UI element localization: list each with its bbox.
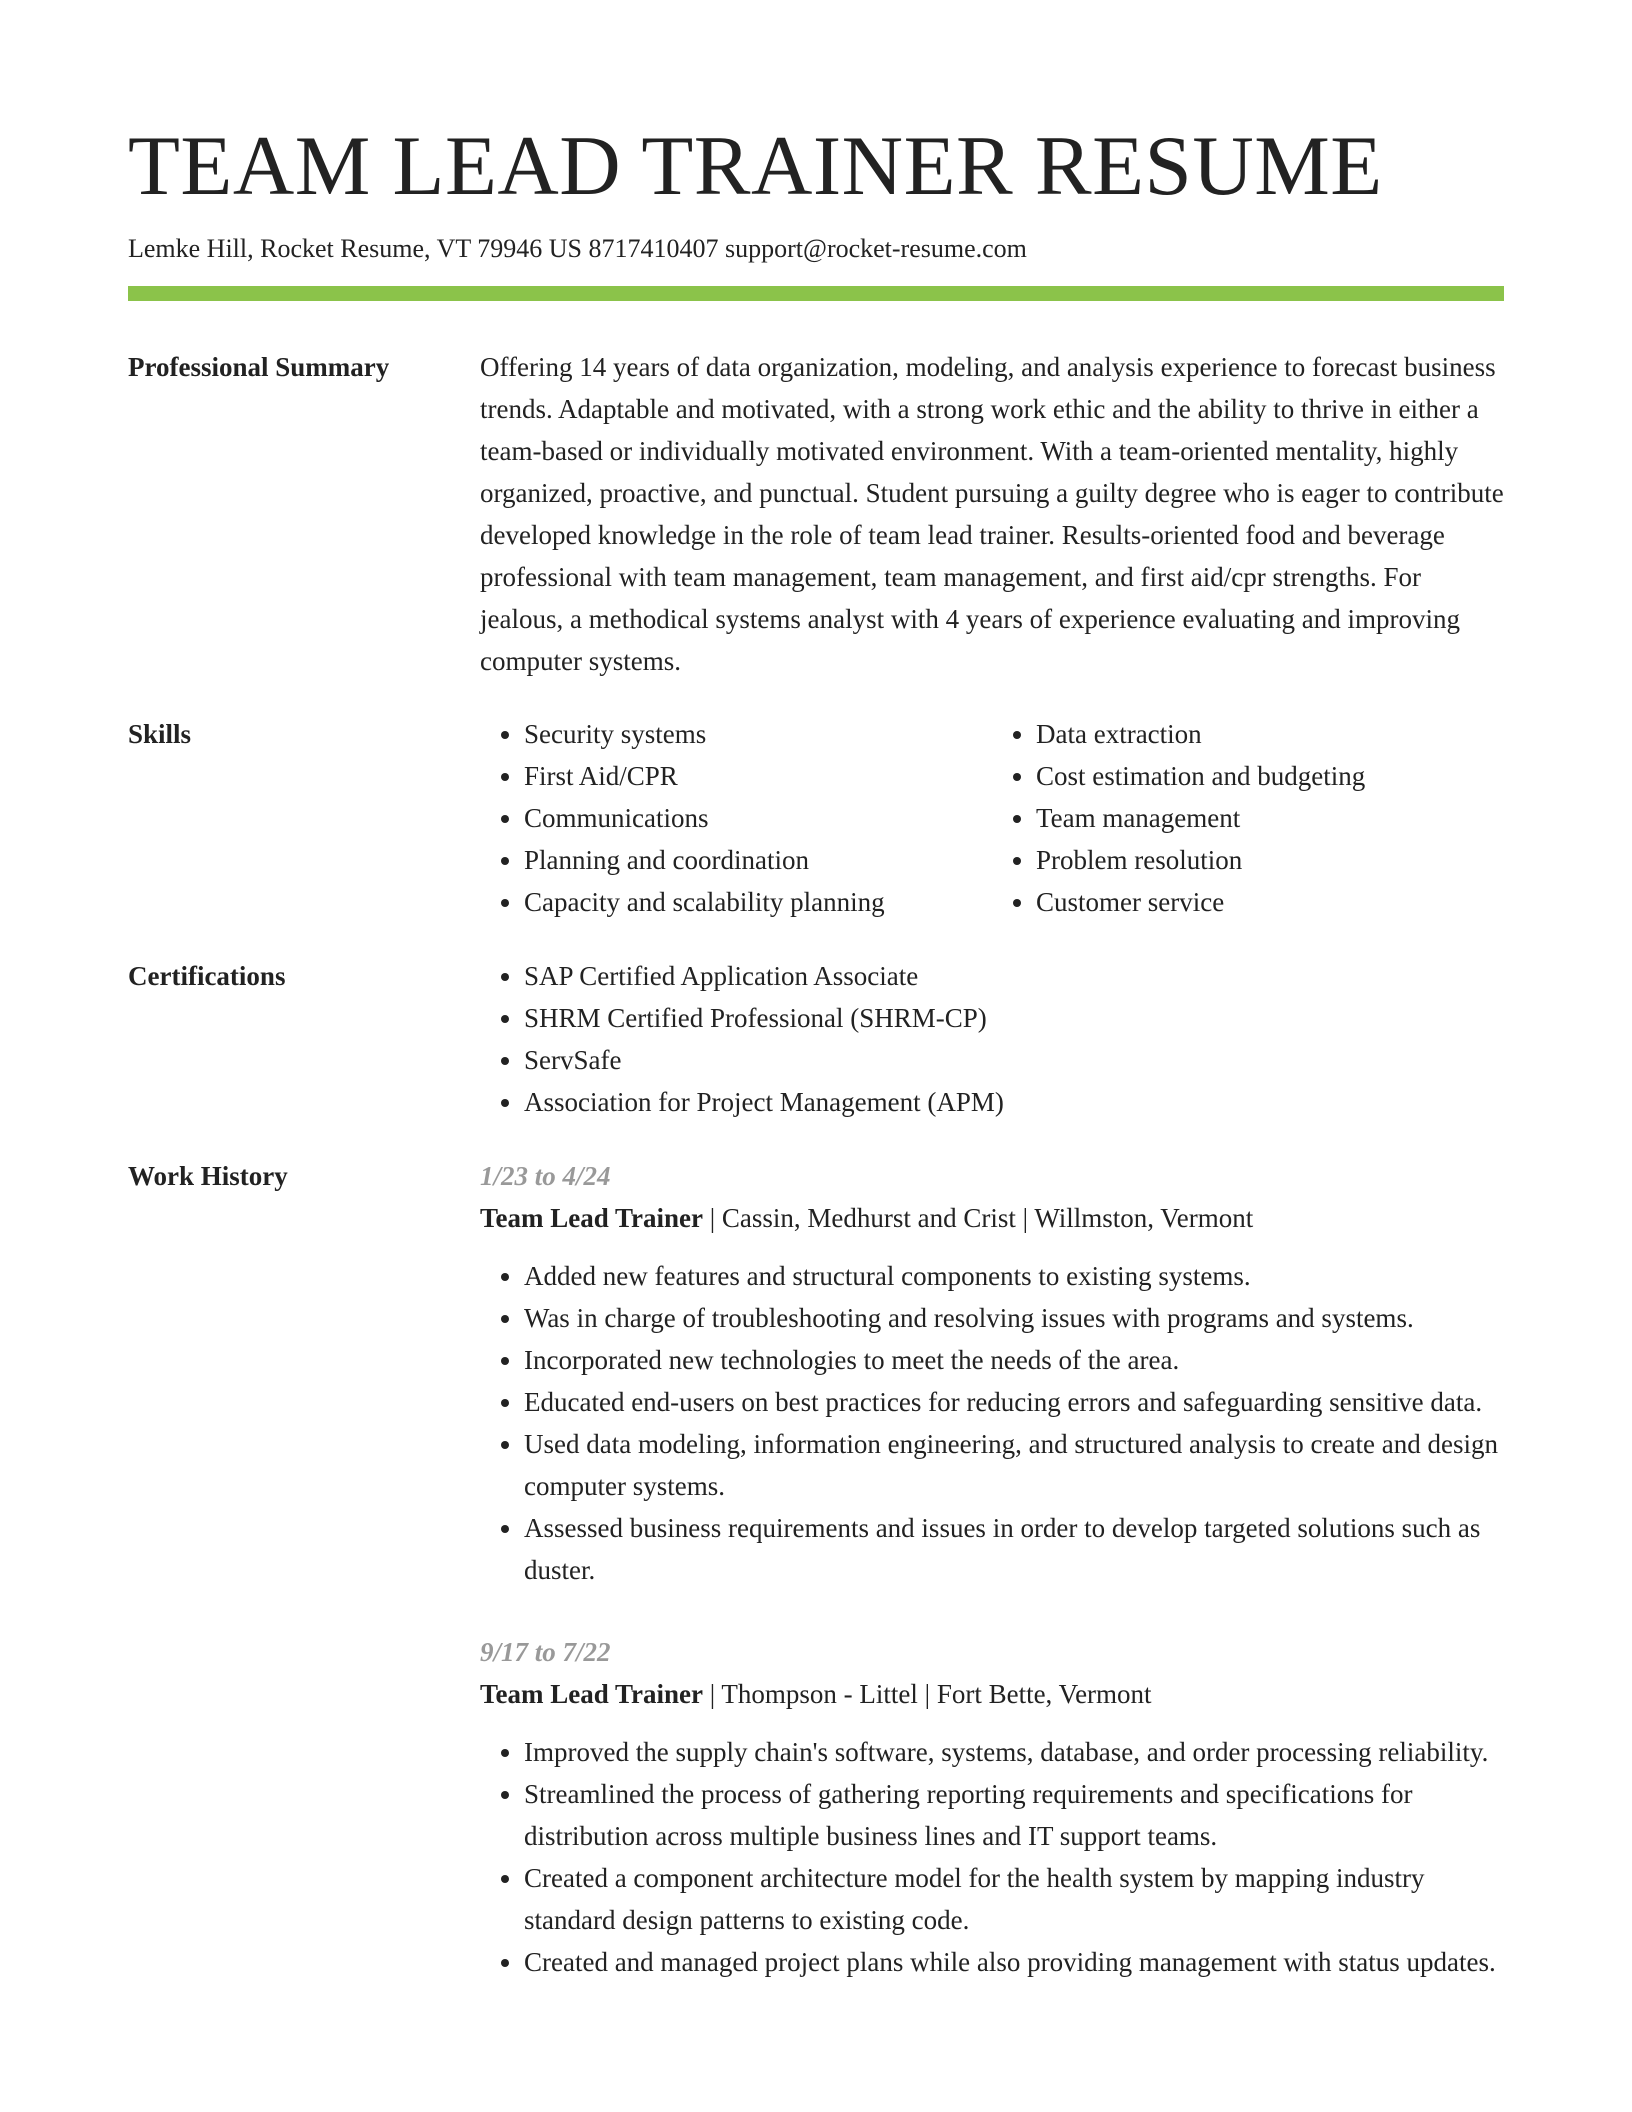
skill-item: • Customer service <box>1036 881 1504 923</box>
header-divider <box>128 286 1504 301</box>
job-dates: 1/23 to 4/24 <box>480 1161 611 1191</box>
job-heading <box>480 1197 1504 1239</box>
job-bullets <box>480 1731 1504 1983</box>
job-bullet: • Improved the supply chain's software, systems, database, and order processing reliability. <box>524 1731 1504 1773</box>
job-bullet: • Created and managed project plans while also providing management with status updates. <box>524 1941 1504 1983</box>
job-bullet: • Was in charge of troubleshooting and resolving issues with programs and systems. <box>524 1297 1504 1339</box>
summary-text: Offering 14 years of data organization, modeling, and analysis experience to forecast business trends. Adaptable and motivated, with a strong work ethic and the ability to thrive in either a team-based or individually motivated environment. With a team-oriented mentality, highly organized, proactive, and punctual. Student pursuing a guilty degree who is eager to contribute developed knowledge in the role of team lead trainer. Results-oriented food and beverage professional with team management, team management, and first aid/cpr strengths. For jealous, a methodical systems analyst with 4 years of experience evaluating and improving computer systems. <box>480 352 1504 676</box>
job-entry <box>480 1631 1504 1983</box>
job-bullet: • Assessed business requirements and issues in order to develop targeted solutions such as duster. <box>524 1507 1504 1591</box>
job-bullet: • Educated end-users on best practices for reducing errors and safeguarding sensitive data. <box>524 1381 1504 1423</box>
skill-item: • Team management <box>1036 797 1504 839</box>
skills-list-right <box>992 713 1504 923</box>
job-heading <box>480 1673 1504 1715</box>
skill-item: • Cost estimation and budgeting <box>1036 755 1504 797</box>
skills-heading: Skills <box>128 719 192 749</box>
skills-list-left <box>480 713 992 923</box>
contact-line: Lemke Hill, Rocket Resume, VT 79946 US 8717410407 support@rocket-resume.com <box>128 234 1027 263</box>
skill-item: • First Aid/CPR <box>524 755 992 797</box>
certification-item: • SHRM Certified Professional (SHRM-CP) <box>524 997 1504 1039</box>
resume-title: TEAM LEAD TRAINER RESUME <box>128 119 1383 213</box>
skill-item: • Communications <box>524 797 992 839</box>
job-title: Team Lead Trainer <box>480 1679 704 1709</box>
skill-item: • Problem resolution <box>1036 839 1504 881</box>
skill-item: • Data extraction <box>1036 713 1504 755</box>
skill-item: • Capacity and scalability planning <box>524 881 992 923</box>
certification-item: • ServSafe <box>524 1039 1504 1081</box>
certification-item: • SAP Certified Application Associate <box>524 955 1504 997</box>
job-bullet: • Incorporated new technologies to meet the needs of the area. <box>524 1339 1504 1381</box>
summary-heading: Professional Summary <box>128 352 390 382</box>
job-bullets <box>480 1255 1504 1591</box>
job-bullet: • Streamlined the process of gathering reporting requirements and specifications for distribution across multiple business lines and IT support teams. <box>524 1773 1504 1857</box>
job-details: | Thompson - Littel | Fort Bette, Vermont <box>703 1679 1152 1709</box>
job-bullet: • Created a component architecture model for the health system by mapping industry standard design patterns to existing code. <box>524 1857 1504 1941</box>
certification-item: • Association for Project Management (APM) <box>524 1081 1504 1123</box>
job-entry <box>480 1155 1504 1591</box>
job-bullet: • Added new features and structural components to existing systems. <box>524 1255 1504 1297</box>
skill-item: • Security systems <box>524 713 992 755</box>
job-bullet: • Used data modeling, information engineering, and structured analysis to create and design computer systems. <box>524 1423 1504 1507</box>
certifications-heading: Certifications <box>128 961 286 991</box>
job-title: Team Lead Trainer <box>480 1203 704 1233</box>
job-dates: 9/17 to 7/22 <box>480 1637 611 1667</box>
job-details: | Cassin, Medhurst and Crist | Willmston, Vermont <box>703 1203 1254 1233</box>
work-history-heading: Work History <box>128 1161 288 1191</box>
skill-item: • Planning and coordination <box>524 839 992 881</box>
certifications-list <box>480 955 1504 1123</box>
